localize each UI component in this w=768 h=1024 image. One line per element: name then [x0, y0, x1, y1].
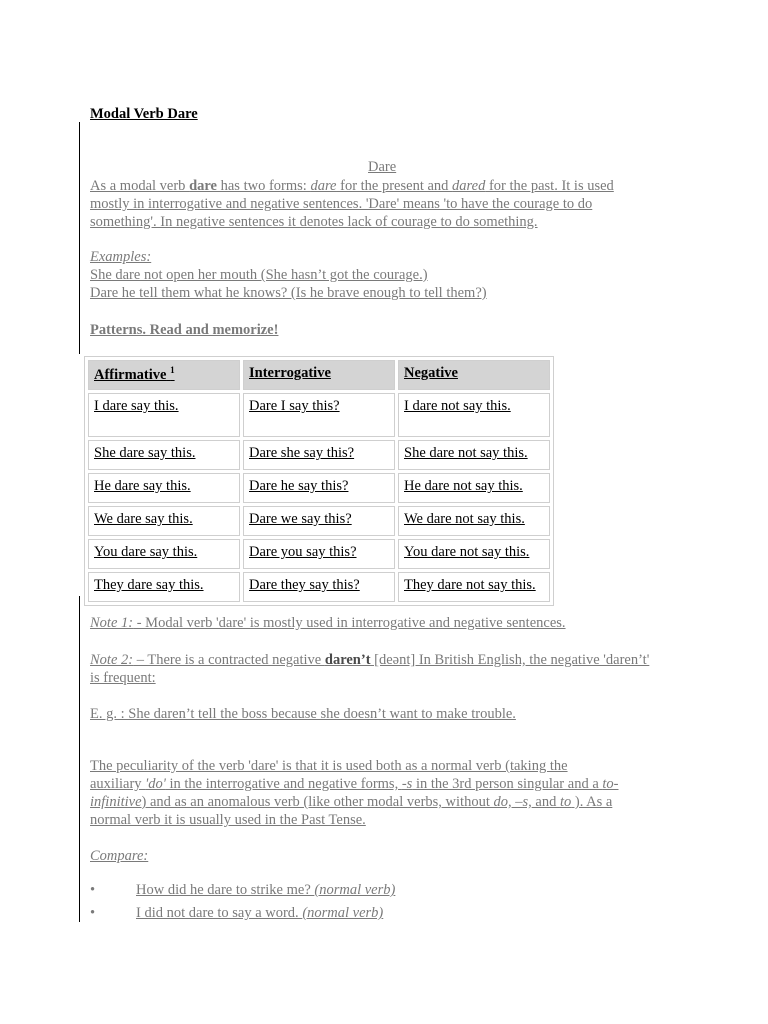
cell-interrogative: Dare he say this?	[243, 473, 395, 503]
header-negative: Negative	[398, 360, 550, 390]
margin-bar-bottom	[79, 596, 80, 922]
patterns-label: Patterns. Read and memorize!	[90, 322, 279, 338]
compare-item: How did he dare to strike me? (normal verb)	[136, 882, 396, 898]
example-2: Dare he tell them what he knows? (Is he brave enough to tell them?)	[90, 285, 487, 301]
cell-interrogative: Dare they say this?	[243, 572, 395, 602]
page-title: Modal Verb Dare	[90, 106, 198, 122]
cell-interrogative: Dare I say this?	[243, 393, 395, 437]
examples-label: Examples:	[90, 249, 152, 265]
example-1: She dare not open her mouth (She hasn’t got the courage.)	[90, 267, 428, 283]
peculiarity-paragraph: The peculiarity of the verb 'dare' is that it is used both as a normal verb (taking the auxiliary 'do' in the interrogative and negative forms, -s in the 3rd person singular and a to- infinitive) and as an anomalous verb (like other modal verbs, without do, –s, and to ). As a normal verb it is usually used in the Past Tense.	[90, 758, 619, 828]
examples-block	[90, 248, 650, 302]
note-2: Note 2: – There is a contracted negative daren’t [deənt] In British English, the negative 'daren’t' is frequent:	[90, 652, 650, 686]
cell-negative: You dare not say this.	[398, 539, 550, 569]
bullet-icon: •	[90, 905, 96, 921]
cell-negative: They dare not say this.	[398, 572, 550, 602]
cell-affirmative: They dare say this.	[88, 572, 240, 602]
bullet-icon: •	[90, 882, 96, 898]
cell-interrogative: Dare she say this?	[243, 440, 395, 470]
cell-negative: He dare not say this.	[398, 473, 550, 503]
cell-affirmative: She dare say this.	[88, 440, 240, 470]
patterns-table	[84, 356, 554, 606]
example-eg: E. g. : She daren’t tell the boss because she doesn’t want to make trouble.	[90, 706, 516, 722]
section-heading: Dare	[368, 159, 397, 175]
table-header-row	[88, 360, 550, 390]
note-1: Note 1: - Modal verb 'dare' is mostly used in interrogative and negative sentences.	[90, 615, 566, 631]
table-row	[88, 393, 550, 437]
cell-negative: She dare not say this.	[398, 440, 550, 470]
cell-interrogative: Dare you say this?	[243, 539, 395, 569]
compare-label: Compare:	[90, 848, 149, 864]
header-interrogative: Interrogative	[243, 360, 395, 390]
header-affirmative: Affirmative $^1$	[88, 360, 240, 390]
table-row	[88, 506, 550, 536]
cell-negative: We dare not say this.	[398, 506, 550, 536]
cell-affirmative: We dare say this.	[88, 506, 240, 536]
intro-paragraph: As a modal verb dare has two forms: dare for the present and dared for the past. It is used mostly in interrogative and negative sentences. 'Dare' means 'to have the courage to do something'. In negative sentences it denotes lack of courage to do something.	[90, 178, 614, 230]
cell-affirmative: He dare say this.	[88, 473, 240, 503]
table-row	[88, 440, 550, 470]
cell-negative: I dare not say this.	[398, 393, 550, 437]
cell-affirmative: I dare say this.	[88, 393, 240, 437]
cell-interrogative: Dare we say this?	[243, 506, 395, 536]
cell-affirmative: You dare say this.	[88, 539, 240, 569]
table-row	[88, 572, 550, 602]
compare-item: I did not dare to say a word. (normal verb)	[136, 905, 384, 921]
table-row	[88, 539, 550, 569]
table-row	[88, 473, 550, 503]
margin-bar-top	[79, 122, 80, 354]
